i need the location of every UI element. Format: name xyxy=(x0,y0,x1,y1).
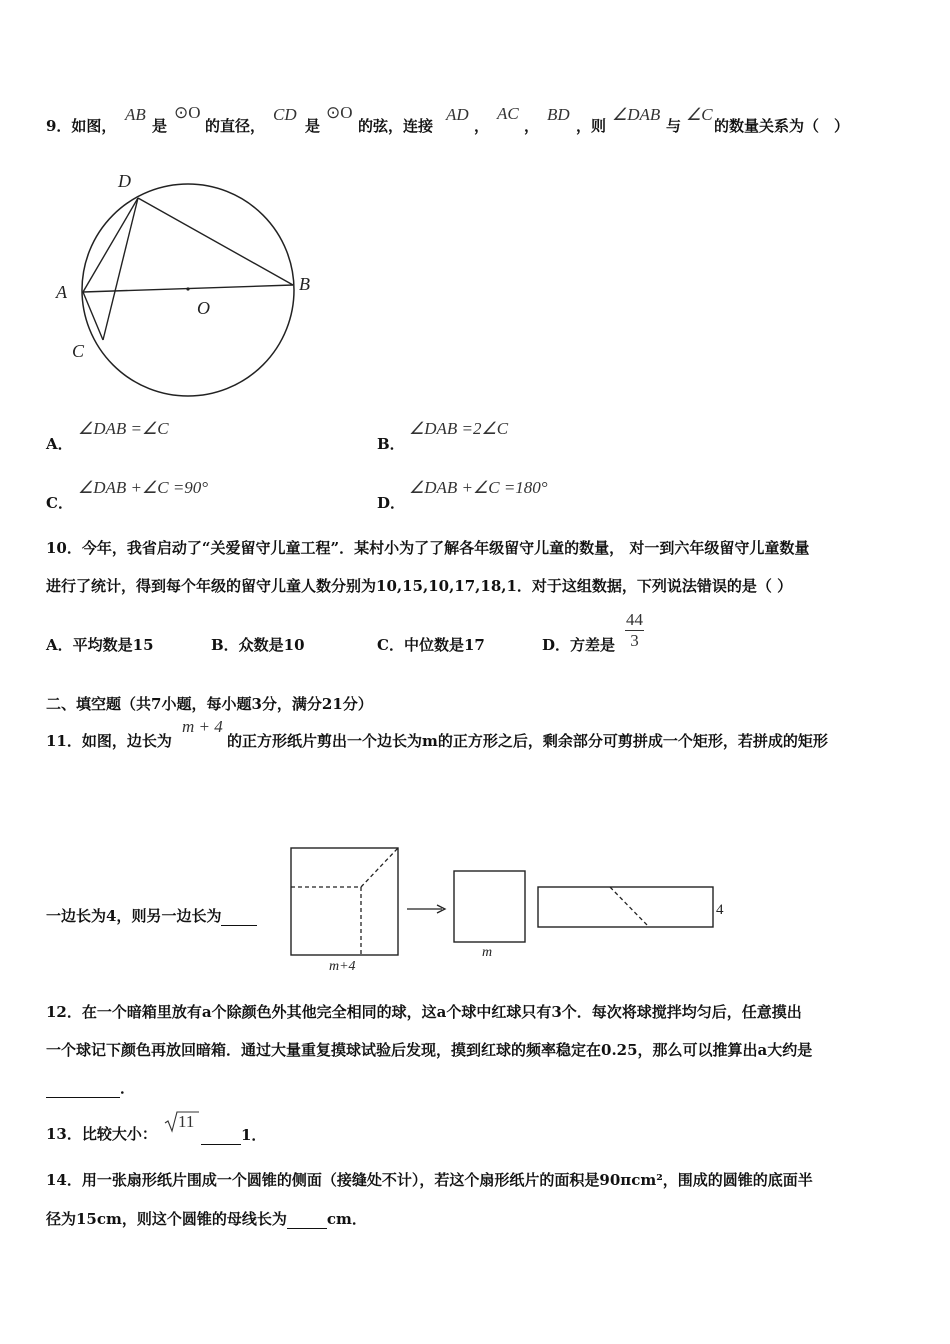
label-4: 4 xyxy=(716,902,724,918)
q12-line-3 xyxy=(46,1077,135,1098)
q9-text-diameter: 的直径， xyxy=(205,117,266,135)
q9-text-ze: ，则 xyxy=(576,117,607,135)
q10-fraction-numerator: 44 xyxy=(626,610,643,629)
label-o: O xyxy=(197,298,210,318)
label-m-plus-4: m+4 xyxy=(329,959,356,974)
q12-end: ． xyxy=(120,1079,136,1097)
q14-line-2b: cm． xyxy=(326,1210,367,1228)
q9-text-yu: 与 xyxy=(666,117,682,135)
q12-line-2: 一个球记下颜色再放回暗箱．通过大量重复摸球试验后发现，摸到红球的频率稳定在0.25，那么可以推算出a大约是 xyxy=(46,1041,813,1059)
q10-fraction xyxy=(625,610,644,651)
q14-line-1: 14．用一张扇形纸片围成一个圆锥的侧面（接缝处不计），若这个扇形纸片的面积是90πcm²，围成的圆锥的底面半 xyxy=(46,1171,813,1189)
q10-fraction-denominator: 3 xyxy=(630,631,639,650)
q9-math-bd: BD xyxy=(547,105,570,124)
q9-math-ac: AC xyxy=(497,104,519,123)
q13-text: 13．比较大小： xyxy=(46,1125,157,1143)
chord-db xyxy=(138,198,293,285)
section-2-title: 二、填空题（共7小题，每小题3分，满分21分） xyxy=(46,695,373,713)
q9-text-number: 9．如图， xyxy=(46,117,117,135)
label-d: D xyxy=(118,171,131,191)
q11-text-c xyxy=(46,905,257,926)
q12-line-1: 12．在一个暗箱里放有a个除颜色外其他完全相同的球，这a个球中红球只有3个．每次将球搅拌均匀后，任意摸出 xyxy=(46,1003,802,1021)
q9-option-c-label: C． xyxy=(46,494,73,512)
q9-option-c-expr: ∠DAB +∠C =90° xyxy=(78,478,209,497)
q14-line-2 xyxy=(46,1208,367,1229)
q11-text-a: 11．如图，边长为 xyxy=(46,732,172,750)
q11-text-c-content: 一边长为4，则另一边长为 xyxy=(46,907,222,925)
rectangle xyxy=(538,887,713,927)
q9-math-angle-dab: ∠DAB xyxy=(612,105,661,124)
q13-end: 1． xyxy=(241,1126,267,1144)
q9-math-circle-o-1: ⊙O xyxy=(174,103,201,122)
q9-option-b-label: B． xyxy=(377,435,405,453)
q9-option-d-expr: ∠DAB +∠C =180° xyxy=(409,478,548,497)
q11-square-figure xyxy=(285,843,735,978)
q9-text-comma-1: ， xyxy=(474,117,490,135)
q9-option-b-expr: ∠DAB =2∠C xyxy=(409,419,509,438)
center-dot xyxy=(186,287,189,290)
label-m: m xyxy=(482,945,493,960)
label-c: C xyxy=(72,341,85,361)
cut-line-diagonal xyxy=(361,848,398,887)
q9-math-circle-o-2: ⊙O xyxy=(326,103,353,122)
small-square xyxy=(454,871,525,942)
q9-math-angle-c: ∠C xyxy=(686,105,713,124)
q13-radicand: 11 xyxy=(178,1112,195,1131)
q11-answer-blank xyxy=(221,905,257,926)
q13-answer-blank xyxy=(201,1124,241,1145)
q10-option-d: D．方差是 xyxy=(542,636,616,654)
label-b: B xyxy=(299,274,310,294)
q9-math-ab: AB xyxy=(125,105,146,124)
q9-text-tail: 的数量关系为（ ） xyxy=(714,117,850,135)
q9-option-a-expr: ∠DAB =∠C xyxy=(78,419,169,438)
q9-text-comma-2: ， xyxy=(524,117,540,135)
q9-option-d-label: D． xyxy=(377,494,406,512)
q9-circle-figure xyxy=(50,165,330,405)
q10-option-a: A．平均数是15 xyxy=(46,636,154,654)
q11-text-b: 的正方形纸片剪出一个边长为m的正方形之后，剩余部分可剪拼成一个矩形，若拼成的矩形 xyxy=(227,732,828,750)
q11-math-m-plus-4: m + 4 xyxy=(182,717,223,736)
q10-line-2: 进行了统计，得到每个年级的留守儿童人数分别为10,15,10,17,18,1．对于这组数据，下列说法错误的是（ ） xyxy=(46,577,793,595)
q10-option-b: B．众数是10 xyxy=(211,636,305,654)
q10-option-c: C．中位数是17 xyxy=(377,636,485,654)
q14-line-2a: 径为15cm，则这个圆锥的母线长为 xyxy=(46,1210,287,1228)
q9-math-cd: CD xyxy=(273,105,297,124)
q13-tail xyxy=(201,1124,266,1145)
q9-option-a-label: A． xyxy=(46,435,73,453)
q9-text-shi-1: 是 xyxy=(152,117,168,135)
q9-text-chord: 的弦，连接 xyxy=(358,117,434,135)
q14-answer-blank xyxy=(287,1208,327,1229)
q10-line-1: 10．今年，我省启动了“关爱留守儿童工程”．某村小为了了解各年级留守儿童的数量， 对一到六年级留守儿童数量 xyxy=(46,539,810,557)
rectangle-dashed-line xyxy=(610,887,649,927)
q12-answer-blank xyxy=(46,1077,120,1098)
label-a: A xyxy=(56,282,67,302)
q9-math-ad: AD xyxy=(446,105,469,124)
q9-text-shi-2: 是 xyxy=(305,117,321,135)
